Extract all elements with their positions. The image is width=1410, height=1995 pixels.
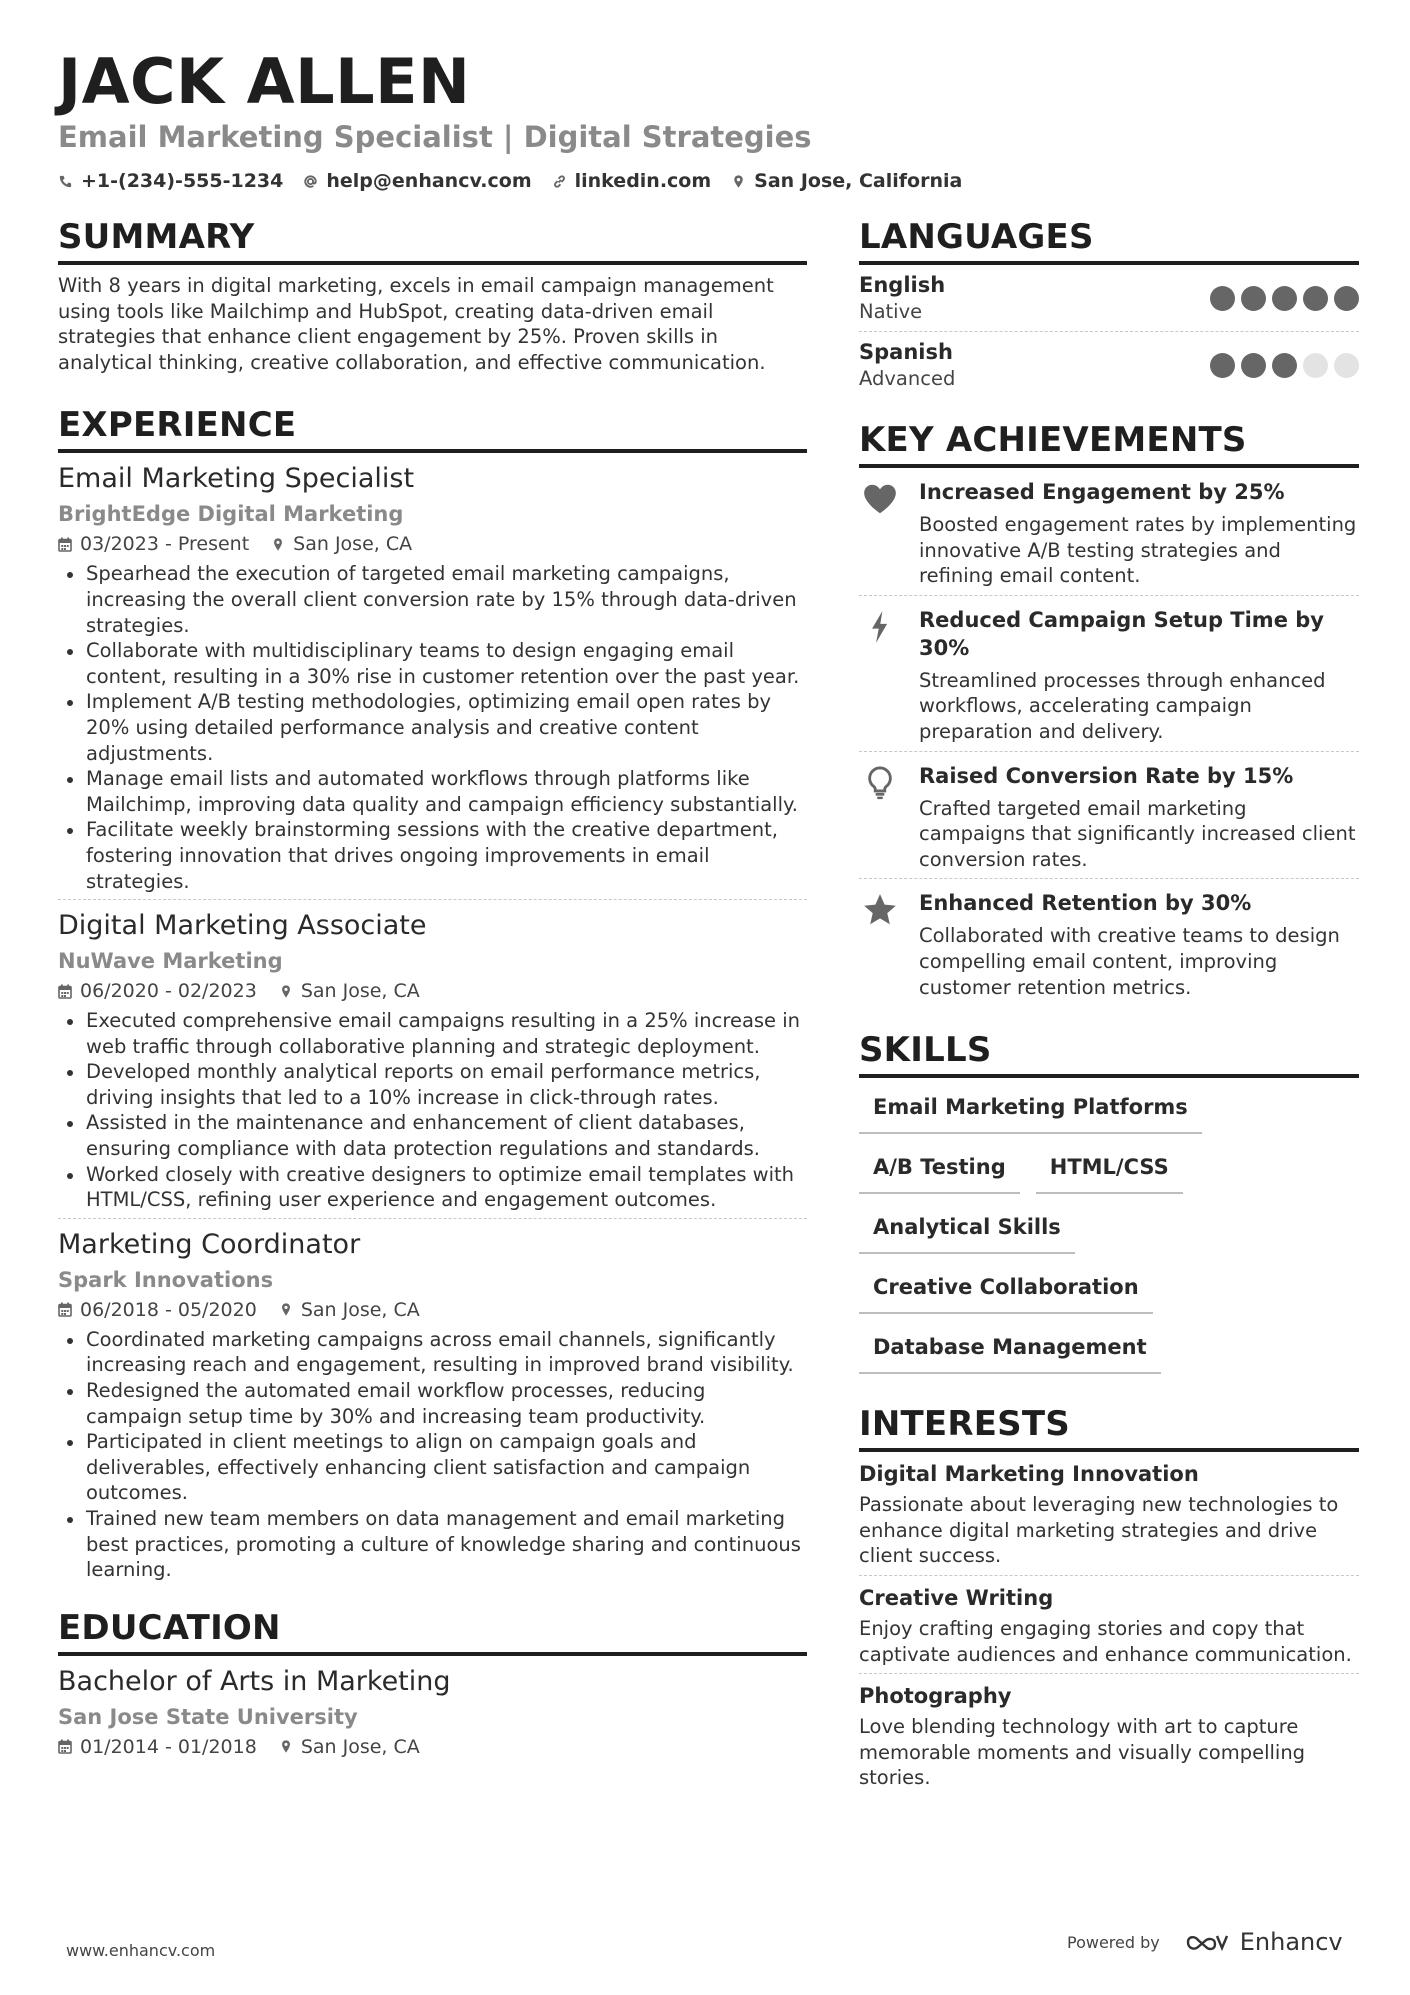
- skills-heading: SKILLS: [859, 1028, 1359, 1078]
- contact-phone[interactable]: [58, 170, 283, 192]
- education-section: [58, 1606, 807, 1767]
- list-item: Implement A/B testing methodologies, optimizing email open rates by 20% using detailed performance analysis and creative content adjustments.: [58, 689, 807, 766]
- summary-heading: SUMMARY: [58, 215, 807, 265]
- skill-tag: HTML/CSS: [1036, 1152, 1183, 1194]
- job-location-text: San Jose, CA: [300, 980, 420, 1003]
- achievement-item: [859, 468, 1359, 595]
- calendar-icon: [58, 537, 72, 552]
- list-item: Manage email lists and automated workflows through platforms like Mailchimp, improving data quality and campaign efficiency substantially.: [58, 766, 807, 817]
- contact-bar: [58, 170, 962, 192]
- list-item: Participated in client meetings to align on campaign goals and deliverables, effectively enhancing client satisfaction and campaign outcomes.: [58, 1429, 807, 1506]
- rating-dot-empty: [1303, 353, 1328, 378]
- rating-dot-filled: [1210, 353, 1235, 378]
- interest-title: Creative Writing: [859, 1585, 1054, 1610]
- list-item: Executed comprehensive email campaigns resulting in a 25% increase in web traffic through collaborative planning and strategic deployment.: [58, 1008, 807, 1059]
- achievement-desc: Boosted engagement rates by implementing innovative A/B testing strategies and refining email content.: [919, 513, 1357, 588]
- list-item: Assisted in the maintenance and enhancement of client databases, ensuring compliance with data protection regulations and standards.: [58, 1110, 807, 1161]
- job-dates: [58, 529, 249, 559]
- list-item: Collaborate with multidisciplinary teams to design engaging email content, resulting in a 30% rise in customer retention over the past year.: [58, 638, 807, 689]
- job-meta: [58, 529, 807, 559]
- language-rating: [1210, 353, 1359, 378]
- achievement-title: Enhanced Retention by 30%: [919, 891, 1252, 916]
- calendar-icon: [58, 984, 72, 999]
- list-item: Worked closely with creative designers to optimize email templates with HTML/CSS, refining user experience and engagement outcomes.: [58, 1162, 807, 1213]
- job-company: Spark Innovations: [58, 1267, 274, 1292]
- brand-name: Enhancv: [1239, 1928, 1343, 1956]
- contact-linkedin[interactable]: [552, 170, 712, 192]
- summary-text: With 8 years in digital marketing, excels in email campaign management using tools like Mailchimp and HubSpot, creating data-driven email strategies that enhance client engagement by 25%. Proven skills in analytical thinking, creative collaboration, and effective communication.: [58, 274, 774, 374]
- education-meta: [58, 1732, 807, 1762]
- list-item: Facilitate weekly brainstorming sessions with the creative department, fostering innovation that drives ongoing improvements in email strategies.: [58, 817, 807, 894]
- job-location: [279, 1295, 420, 1325]
- right-column: [859, 215, 1359, 1797]
- job-company: BrightEdge Digital Marketing: [58, 502, 404, 527]
- lightbulb-icon: [861, 764, 899, 802]
- education-dates-text: 01/2014 - 01/2018: [80, 1735, 257, 1758]
- skill-tag: Email Marketing Platforms: [859, 1092, 1202, 1134]
- skills-list: [859, 1078, 1359, 1374]
- achievements-section: [859, 418, 1359, 1006]
- achievement-item: [859, 595, 1359, 751]
- job-dates: [58, 976, 257, 1006]
- interests-section: [859, 1402, 1359, 1797]
- language-item: [859, 265, 1359, 331]
- job-dates-text: 06/2020 - 02/2023: [80, 980, 257, 1003]
- link-icon: [552, 174, 567, 189]
- achievement-item: [859, 751, 1359, 879]
- job-meta: [58, 1295, 807, 1325]
- job-location-text: San Jose, CA: [293, 533, 413, 556]
- languages-heading: LANGUAGES: [859, 215, 1359, 265]
- list-item: Spearhead the execution of targeted email marketing campaigns, increasing the overall client conversion rate by 15% through data-driven strategies.: [58, 561, 807, 638]
- brand-logo[interactable]: [1184, 1928, 1343, 1956]
- calendar-icon: [58, 1302, 72, 1317]
- location-pin-icon: [271, 537, 285, 552]
- achievement-title: Raised Conversion Rate by 15%: [919, 763, 1294, 788]
- skill-tag: Database Management: [859, 1332, 1161, 1374]
- list-item: Trained new team members on data management and email marketing best practices, promoting a culture of knowledge sharing and continuous learning.: [58, 1506, 807, 1583]
- languages-section: [859, 215, 1359, 398]
- job-title: Email Marketing Specialist: [58, 463, 415, 495]
- footer-branding: [1067, 1928, 1343, 1956]
- skills-section: [859, 1028, 1359, 1374]
- candidate-name: JACK ALLEN: [58, 45, 471, 118]
- summary-section: [58, 215, 807, 375]
- job-dates-text: 06/2018 - 05/2020: [80, 1298, 257, 1321]
- education-location: [279, 1732, 420, 1762]
- job-entry: [58, 1218, 807, 1588]
- achievement-desc: Crafted targeted email marketing campaigns that significantly increased client conversion rates.: [919, 796, 1356, 871]
- rating-dot-filled: [1272, 353, 1297, 378]
- footer-website-link[interactable]: www.enhancv.com: [66, 1941, 216, 1960]
- job-location: [271, 529, 412, 559]
- education-heading: EDUCATION: [58, 1606, 807, 1656]
- rating-dot-filled: [1241, 286, 1266, 311]
- language-name: Spanish: [859, 340, 953, 364]
- achievement-title: Increased Engagement by 25%: [919, 480, 1285, 504]
- language-level: Advanced: [859, 367, 956, 390]
- enhancv-logo-icon: [1184, 1930, 1230, 1954]
- job-location: [279, 976, 420, 1006]
- job-location-text: San Jose, CA: [300, 1298, 420, 1321]
- candidate-headline: Email Marketing Specialist | Digital Strategies: [58, 120, 812, 154]
- job-bullets: [58, 1008, 807, 1213]
- interest-title: Photography: [859, 1684, 1012, 1709]
- list-item: Coordinated marketing campaigns across email channels, significantly increasing reach and engagement, resulting in improved brand visibility.: [58, 1327, 807, 1378]
- language-name: English: [859, 273, 946, 297]
- location-pin-icon: [279, 1302, 293, 1317]
- star-icon: [861, 891, 899, 929]
- achievements-heading: KEY ACHIEVEMENTS: [859, 418, 1359, 468]
- job-title: Marketing Coordinator: [58, 1228, 361, 1260]
- education-location-text: San Jose, CA: [300, 1735, 420, 1758]
- location-pin-icon: [279, 984, 293, 999]
- language-level: Native: [859, 300, 923, 323]
- interest-desc: Passionate about leveraging new technologies to enhance digital marketing strategies and drive client success.: [859, 1493, 1339, 1568]
- rating-dot-filled: [1272, 286, 1297, 311]
- rating-dot-filled: [1210, 286, 1235, 311]
- contact-email[interactable]: [303, 170, 531, 192]
- experience-heading: EXPERIENCE: [58, 403, 807, 453]
- contact-linkedin-text: linkedin.com: [574, 170, 712, 192]
- contact-location: [731, 170, 962, 192]
- heart-icon: [861, 480, 899, 518]
- degree-title: Bachelor of Arts in Marketing: [58, 1665, 451, 1697]
- lightning-icon: [861, 608, 899, 646]
- contact-location-text: San Jose, California: [754, 170, 963, 192]
- education-dates: [58, 1732, 257, 1762]
- interest-desc: Love blending technology with art to capture memorable moments and visually compelling stories.: [859, 1715, 1306, 1790]
- location-pin-icon: [279, 1739, 293, 1754]
- achievement-title: Reduced Campaign Setup Time by 30%: [919, 607, 1324, 660]
- interests-heading: INTERESTS: [859, 1402, 1359, 1452]
- language-item: [859, 331, 1359, 398]
- calendar-icon: [58, 1739, 72, 1754]
- job-meta: [58, 976, 807, 1006]
- location-pin-icon: [731, 174, 746, 189]
- school-name: San Jose State University: [58, 1704, 358, 1729]
- skill-tag: A/B Testing: [859, 1152, 1020, 1194]
- interest-item: [859, 1673, 1359, 1797]
- interest-desc: Enjoy crafting engaging stories and copy that captivate audiences and enhance communication.: [859, 1616, 1352, 1666]
- language-rating: [1210, 286, 1359, 311]
- achievement-item: [859, 878, 1359, 1006]
- job-dates: [58, 1295, 257, 1325]
- job-dates-text: 03/2023 - Present: [80, 533, 250, 556]
- job-bullets: [58, 561, 807, 894]
- education-entry: [58, 1656, 807, 1767]
- rating-dot-filled: [1334, 286, 1359, 311]
- skill-tag: Creative Collaboration: [859, 1272, 1153, 1314]
- job-entry: [58, 899, 807, 1218]
- rating-dot-filled: [1241, 353, 1266, 378]
- list-item: Redesigned the automated email workflow processes, reducing campaign setup time by 30% and increasing team productivity.: [58, 1378, 807, 1429]
- interest-item: [859, 1452, 1359, 1575]
- job-entry: [58, 453, 807, 899]
- rating-dot-filled: [1303, 286, 1328, 311]
- contact-phone-text: +1-(234)-555-1234: [81, 170, 284, 192]
- skill-tag: Analytical Skills: [859, 1212, 1075, 1254]
- experience-section: [58, 403, 807, 1587]
- left-column: [58, 215, 807, 1767]
- list-item: Developed monthly analytical reports on email performance metrics, driving insights that led to a 10% increase in click-through rates.: [58, 1059, 807, 1110]
- job-title: Digital Marketing Associate: [58, 910, 427, 942]
- phone-icon: [58, 174, 73, 189]
- contact-email-text: help@enhancv.com: [326, 170, 532, 192]
- achievement-desc: Collaborated with creative teams to design compelling email content, improving customer retention metrics.: [919, 924, 1340, 999]
- achievement-desc: Streamlined processes through enhanced workflows, accelerating campaign preparation and delivery.: [919, 668, 1326, 743]
- interest-item: [859, 1575, 1359, 1673]
- interest-title: Digital Marketing Innovation: [859, 1462, 1199, 1487]
- job-company: NuWave Marketing: [58, 949, 283, 974]
- powered-by-label: Powered by: [1067, 1932, 1160, 1952]
- job-bullets: [58, 1327, 807, 1583]
- rating-dot-empty: [1334, 353, 1359, 378]
- at-icon: [303, 174, 318, 189]
